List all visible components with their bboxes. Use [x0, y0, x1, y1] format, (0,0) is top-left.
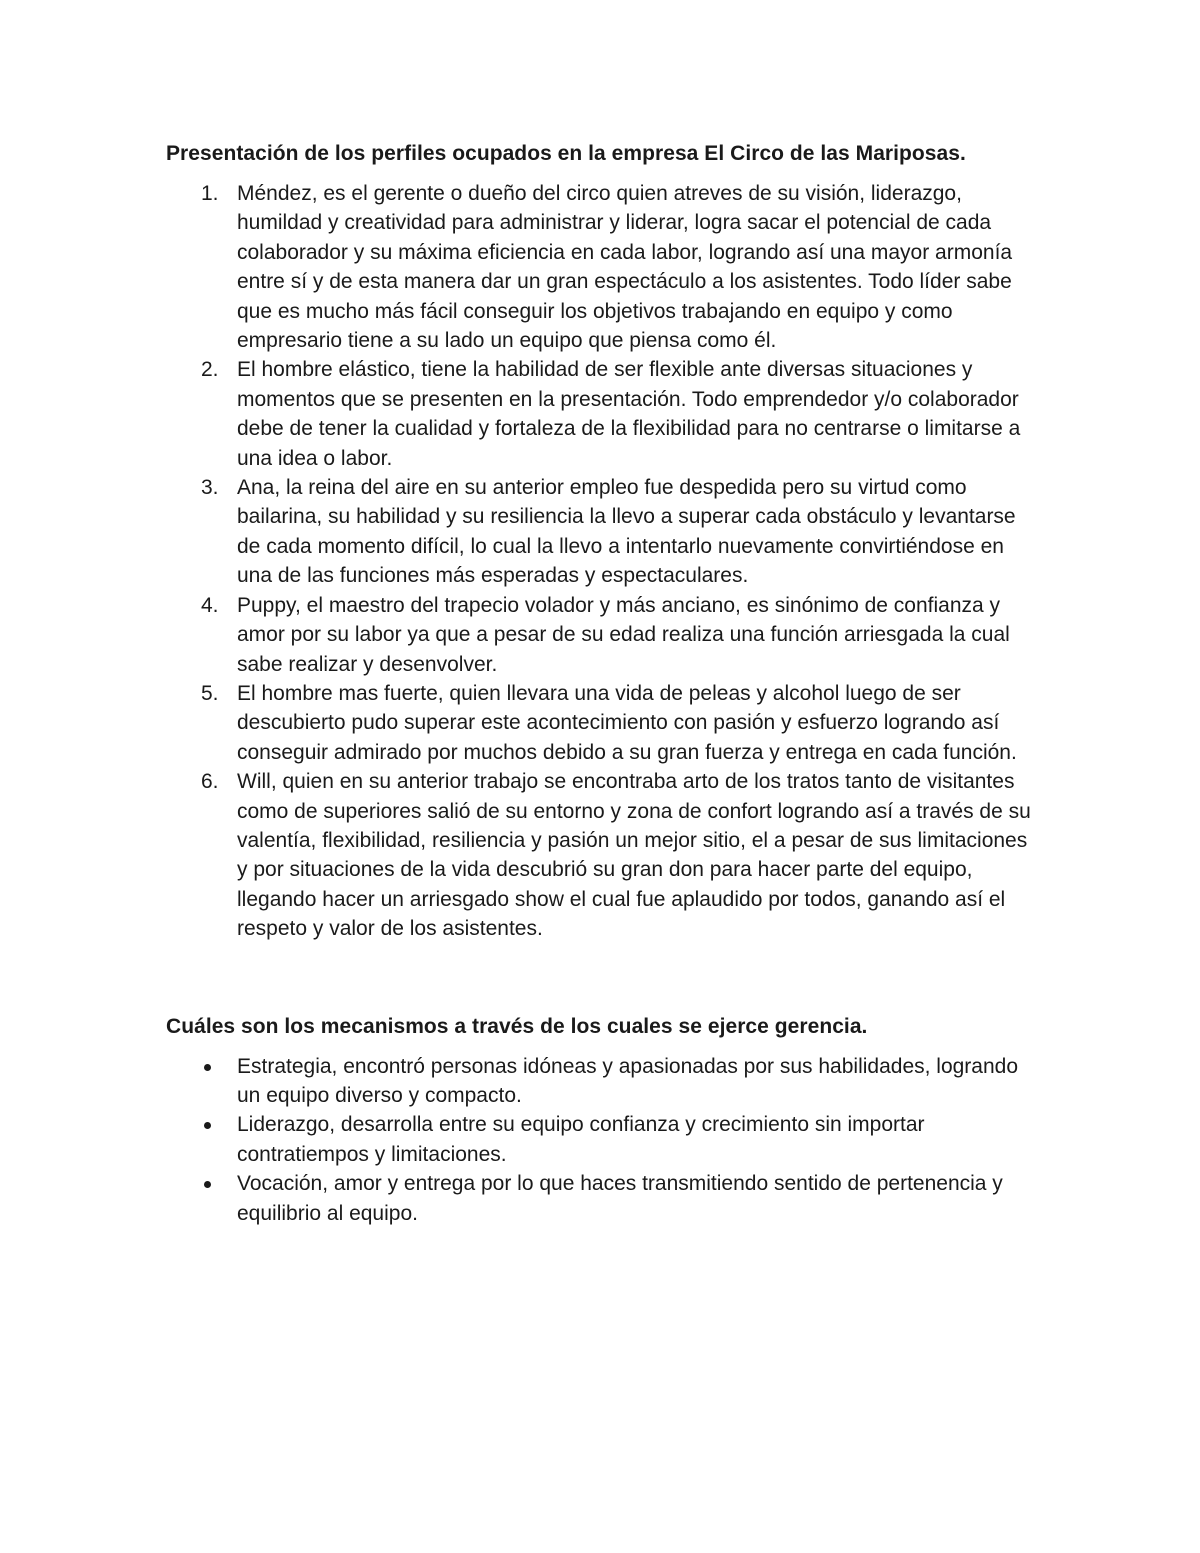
list-item: [166, 1169, 1036, 1228]
list-number: 6.: [201, 770, 219, 794]
list-item: [166, 179, 1036, 355]
document-page: [166, 138, 1036, 1228]
list-item: [166, 355, 1036, 473]
list-item-text: Ana, la reina del aire en su anterior empleo fue despedida pero su virtud como bailarina, su habilidad y su resiliencia la llevo a superar cada obstáculo y levantarse de cada momento difícil, lo cual la llevo a intentarlo nuevamente convirtiéndose en una de las funciones más esperadas y espectaculares.: [237, 476, 1016, 588]
profiles-list: [166, 179, 1036, 944]
list-item: [166, 1110, 1036, 1169]
list-item: [166, 1052, 1036, 1111]
list-item-text: El hombre mas fuerte, quien llevara una vida de peleas y alcohol luego de ser descubierto pudo superar este acontecimiento con pasión y esfuerzo logrando así conseguir admirado por muchos debido a su gran fuerza y entrega en cada función.: [237, 681, 1017, 764]
bullet-icon: [204, 1181, 211, 1188]
section-heading-profiles: Presentación de los perfiles ocupados en la empresa El Circo de las Mariposas.: [166, 142, 966, 165]
list-item: [166, 591, 1036, 679]
section-heading-mechanisms: Cuáles son los mecanismos a través de los cuales se ejerce gerencia.: [166, 1014, 868, 1038]
list-item-text: Vocación, amor y entrega por lo que haces transmitiendo sentido de pertenencia y equilibrio al equipo.: [237, 1172, 1003, 1225]
list-item-text: Liderazgo, desarrolla entre su equipo confianza y crecimiento sin importar contratiempos y limitaciones.: [237, 1113, 925, 1166]
bullet-icon: [204, 1122, 211, 1129]
list-item: [166, 767, 1036, 943]
list-number: 3.: [201, 476, 219, 500]
list-number: 5.: [201, 681, 219, 705]
list-number: 2.: [201, 358, 219, 382]
list-item-text: Méndez, es el gerente o dueño del circo quien atreves de su visión, liderazgo, humildad y creatividad para administrar y liderar, logra sacar el potencial de cada colaborador y su máxima eficiencia en cada labor, logrando así una mayor armonía entre sí y de esta manera dar un gran espectáculo a los asistentes. Todo líder sabe que es mucho más fácil conseguir los objetivos trabajando en equipo y como empresario tiene a su lado un equipo que piensa como él.: [237, 182, 1013, 353]
list-item: [166, 679, 1036, 767]
mechanisms-list: [166, 1052, 1036, 1228]
list-number: 1.: [201, 182, 219, 205]
list-item-text: Estrategia, encontró personas idóneas y apasionadas por sus habilidades, logrando un equipo diverso y compacto.: [237, 1054, 1019, 1107]
list-item-text: Puppy, el maestro del trapecio volador y más anciano, es sinónimo de confianza y amor por su labor ya que a pesar de su edad realiza una función arriesgada la cual sabe realizar y desenvolver.: [237, 593, 1010, 676]
list-item-text: Will, quien en su anterior trabajo se encontraba arto de los tratos tanto de visitantes como de superiores salió de su entorno y zona de confort logrando así a través de su valentía, flexibilidad, resiliencia y pasión un mejor sitio, el a pesar de sus limitaciones y por situaciones de la vida descubrió su gran don para hacer parte del equipo, llegando hacer un arriesgado show el cual fue aplaudido por todos, ganando así el respeto y valor de los asistentes.: [237, 770, 1031, 941]
list-item-text: El hombre elástico, tiene la habilidad de ser flexible ante diversas situaciones y momentos que se presenten en la presentación. Todo emprendedor y/o colaborador debe de tener la cualidad y fortaleza de la flexibilidad para no centrarse o limitarse a una idea o labor.: [237, 358, 1021, 470]
list-number: 4.: [201, 593, 219, 617]
bullet-icon: [204, 1064, 211, 1071]
list-item: [166, 473, 1036, 591]
